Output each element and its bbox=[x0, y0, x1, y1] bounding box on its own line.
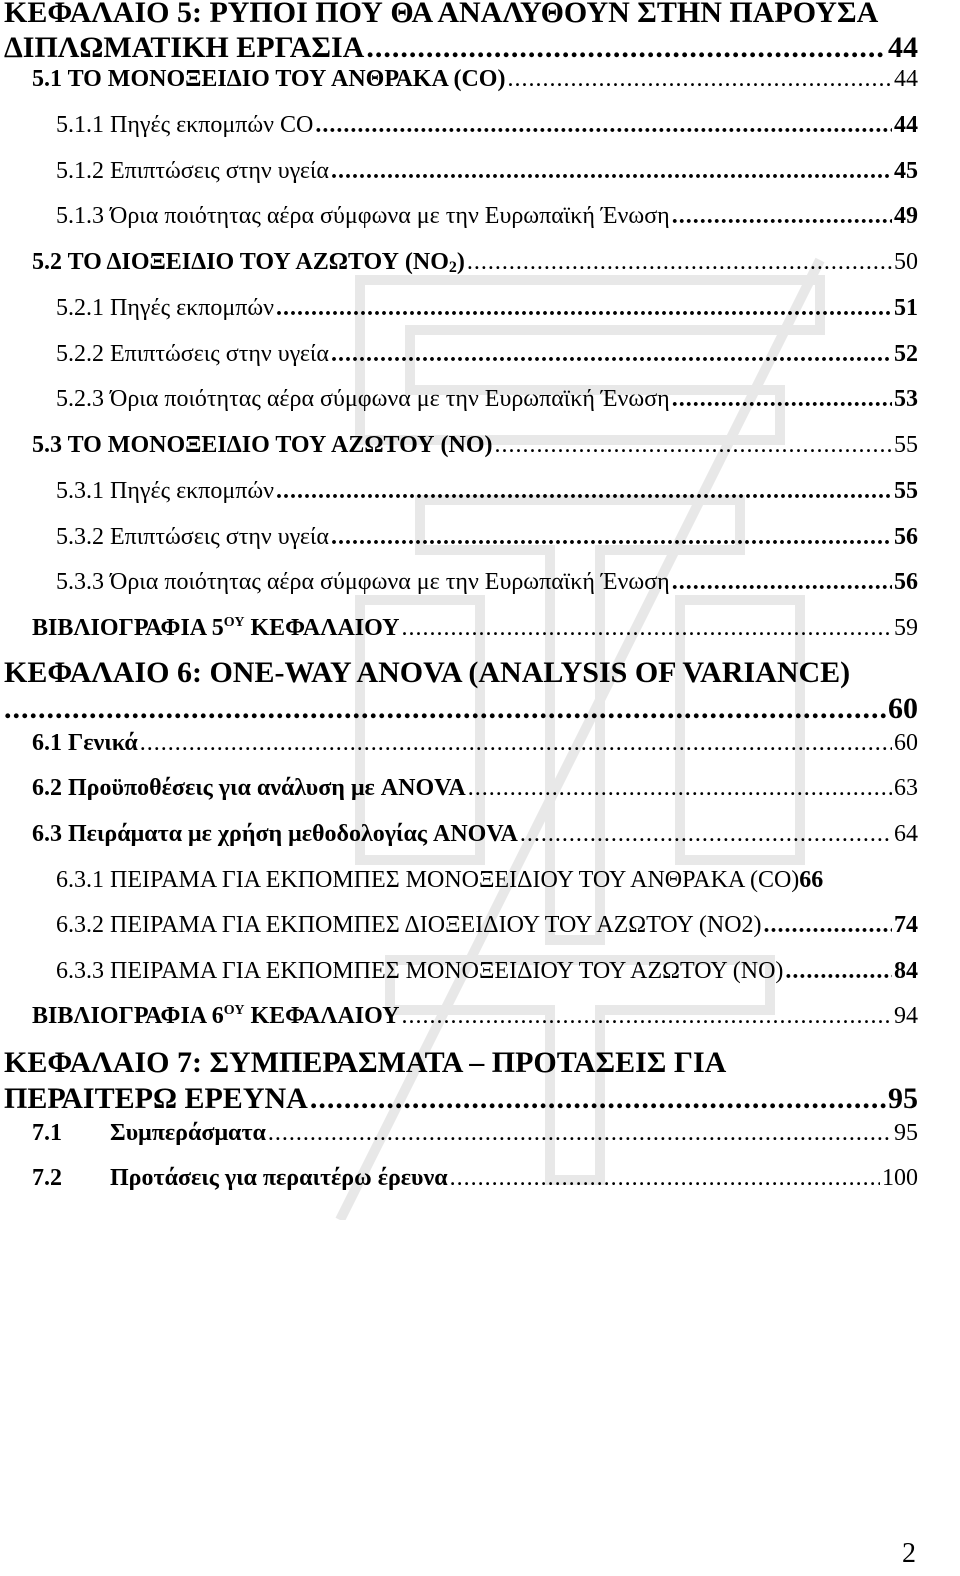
toc-row-7-1[interactable] bbox=[32, 1120, 918, 1147]
toc-entry-label: 5.1.3 Όρια ποιότητας αέρα σύμφωνα με την Ευρωπαϊκή Ένωση bbox=[56, 203, 670, 229]
chapter-7-title-line1 bbox=[4, 1046, 726, 1080]
toc-entry-label: 5.3.2 Επιπτώσεις στην υγεία bbox=[56, 524, 329, 550]
dot-leader bbox=[672, 203, 892, 230]
dot-leader bbox=[140, 730, 892, 757]
page-ref: 56 bbox=[894, 569, 918, 595]
toc-entry-number: 7.1 bbox=[32, 1120, 62, 1146]
toc-entry-label: 6.3.3 ΠΕΙΡΑΜΑ ΓΙΑ ΕΚΠΟΜΠΕΣ ΜΟΝΟΞΕΙΔΙΟΥ ΤΟΥ ΑΖΩΤΟΥ (ΝΟ) bbox=[56, 958, 784, 984]
toc-row-5-2-1[interactable] bbox=[56, 295, 918, 322]
dot-leader bbox=[467, 249, 892, 276]
page-ref: 63 bbox=[894, 775, 918, 801]
toc-entry-label: 5.2.3 Όρια ποιότητας αέρα σύμφωνα με την Ευρωπαϊκή Ένωση bbox=[56, 386, 670, 412]
chapter-5-title-text: ΚΕΦΑΛΑΙΟ 5: ΡΥΠΟΙ ΠΟΥ ΘΑ ΑΝΑΛΥΘΟΥΝ ΣΤΗΝ ΠΑΡΟΥΣΑ bbox=[4, 0, 879, 29]
toc-entry-label bbox=[32, 615, 400, 642]
page-ref: 49 bbox=[894, 203, 918, 229]
toc-entry-label: 5.2.2 Επιπτώσεις στην υγεία bbox=[56, 341, 329, 367]
page-ref: 60 bbox=[888, 692, 918, 725]
chapter-5-title-line1 bbox=[4, 0, 878, 30]
bib-label-post: ΚΕΦΑΛΑΙΟΥ bbox=[244, 1003, 400, 1029]
page-ref: 94 bbox=[894, 1003, 918, 1029]
toc-row-5-3[interactable] bbox=[32, 432, 918, 459]
dot-leader bbox=[402, 615, 892, 642]
toc-row-5-1-1[interactable] bbox=[56, 112, 918, 139]
toc-row-5-3-2[interactable] bbox=[56, 524, 918, 551]
page-ref: 95 bbox=[894, 1120, 918, 1146]
page-ref: 53 bbox=[894, 386, 918, 412]
page-ref: 45 bbox=[894, 158, 918, 184]
toc-entry-label: Συμπεράσματα bbox=[110, 1120, 266, 1146]
page-ref: 74 bbox=[894, 912, 918, 938]
chapter-6-title-line1 bbox=[4, 656, 850, 690]
chapter-6-title-text: ΚΕΦΑΛΑΙΟ 6: ONE-WAY ANOVA (ANALYSIS OF VARIANCE) bbox=[4, 656, 851, 689]
toc-entry-label: 6.3.1 ΠΕΙΡΑΜΑ ΓΙΑ ΕΚΠΟΜΠΕΣ ΜΟΝΟΞΕΙΔΙΟΥ ΤΟΥ ΑΝΘΡΑΚΑ (CO) bbox=[56, 867, 800, 893]
dot-leader bbox=[764, 912, 892, 939]
toc-row-5-2-2[interactable] bbox=[56, 341, 918, 368]
page-ref: 44 bbox=[888, 31, 918, 64]
page-ref: 55 bbox=[894, 432, 918, 458]
toc-entry-label: 5.1 ΤΟ ΜΟΝΟΞΕΙΔΙΟ ΤΟΥ ΑΝΘΡΑΚΑ (CO) bbox=[32, 66, 506, 92]
page-ref: 100 bbox=[882, 1165, 918, 1191]
page-ref: 66 bbox=[799, 867, 824, 893]
page-ref: 84 bbox=[894, 958, 918, 984]
toc-entry-label: 6.3.2 ΠΕΙΡΑΜΑ ΓΙΑ ΕΚΠΟΜΠΕΣ ΔΙΟΞΕΙΔΙΟΥ ΤΟΥ ΑΖΩΤΟΥ (ΝΟ2) bbox=[56, 912, 762, 938]
page-ref: 59 bbox=[894, 615, 918, 641]
page-ref: 44 bbox=[894, 66, 918, 92]
toc-row-6-3-1[interactable] bbox=[56, 867, 918, 894]
dot-leader bbox=[785, 958, 892, 985]
toc-entry-label: 5.3.1 Πηγές εκπομπών bbox=[56, 478, 274, 504]
toc-row-bibliography-6[interactable] bbox=[32, 1003, 918, 1030]
page-ref: 51 bbox=[894, 295, 918, 321]
toc-row-6-2[interactable] bbox=[32, 775, 918, 802]
page-ref: 55 bbox=[894, 478, 918, 504]
chapter-7-title-text: ΚΕΦΑΛΑΙΟ 7: ΣΥΜΠΕΡΑΣΜΑΤΑ – ΠΡΟΤΑΣΕΙΣ ΓΙΑ bbox=[4, 1046, 727, 1079]
dot-leader bbox=[4, 692, 886, 726]
toc-row-chapter-6[interactable] bbox=[4, 692, 918, 726]
page-ref: 50 bbox=[894, 249, 918, 275]
toc-row-5-3-1[interactable] bbox=[56, 478, 918, 505]
bib-label-pre: ΒΙΒΛΙΟΓΡΑΦΙΑ 5 bbox=[32, 615, 224, 641]
dot-leader bbox=[507, 66, 892, 93]
chapter-7-title-line2: ΠΕΡΑΙΤΕΡΩ ΕΡΕΥΝΑ bbox=[4, 1082, 308, 1115]
page-ref: 64 bbox=[894, 821, 918, 847]
toc-entry-label: 6.3 Πειράματα με χρήση μεθοδολογίας ANOVA bbox=[32, 821, 518, 847]
dot-leader bbox=[268, 1120, 892, 1147]
dot-leader bbox=[366, 31, 886, 65]
superscript: ΟΥ bbox=[223, 615, 245, 630]
toc-row-5-1-3[interactable] bbox=[56, 203, 918, 230]
bib-label-post: ΚΕΦΑΛΑΙΟΥ bbox=[244, 615, 400, 641]
chapter-5-title-line2: ΔΙΠΛΩΜΑΤΙΚΗ ΕΡΓΑΣΙΑ bbox=[4, 31, 365, 64]
toc-row-chapter-7[interactable] bbox=[4, 1082, 918, 1116]
toc-row-6-3-3[interactable] bbox=[56, 958, 918, 985]
toc-row-5-1-2[interactable] bbox=[56, 158, 918, 185]
toc-row-6-3-2[interactable] bbox=[56, 912, 918, 939]
toc-row-5-2[interactable] bbox=[32, 249, 918, 276]
page-ref: 60 bbox=[894, 730, 918, 756]
toc-row-7-2[interactable] bbox=[32, 1165, 918, 1192]
toc-entry-label bbox=[32, 1003, 400, 1030]
dot-leader bbox=[315, 112, 892, 139]
toc-entry-label: 5.2.1 Πηγές εκπομπών bbox=[56, 295, 274, 321]
superscript: ΟΥ bbox=[223, 1003, 245, 1018]
dot-leader bbox=[672, 569, 892, 596]
dot-leader bbox=[276, 478, 892, 505]
toc-entry-label: 5.1.2 Επιπτώσεις στην υγεία bbox=[56, 158, 329, 184]
bib-label-pre: ΒΙΒΛΙΟΓΡΑΦΙΑ 6 bbox=[32, 1003, 224, 1029]
dot-leader bbox=[672, 386, 892, 413]
toc-row-6-1[interactable] bbox=[32, 730, 918, 757]
dot-leader bbox=[494, 432, 892, 459]
toc-entry-label: 6.2 Προϋποθέσεις για ανάλυση με ANOVA bbox=[32, 775, 466, 801]
dot-leader bbox=[276, 295, 892, 322]
toc-row-5-2-3[interactable] bbox=[56, 386, 918, 413]
toc-entry-label-main: 5.2 ΤΟ ΔΙΟΞΕΙΔΙΟ ΤΟΥ ΑΖΩΤΟΥ (NO bbox=[32, 249, 449, 275]
dot-leader bbox=[310, 1082, 886, 1116]
page-ref: 44 bbox=[894, 112, 918, 138]
dot-leader bbox=[331, 524, 892, 551]
subscript: 2 bbox=[448, 259, 457, 276]
toc-entry-label-end: ) bbox=[456, 249, 465, 275]
dot-leader bbox=[331, 341, 892, 368]
dot-leader bbox=[468, 775, 892, 802]
toc-entry-label: 5.3.3 Όρια ποιότητας αέρα σύμφωνα με την Ευρωπαϊκή Ένωση bbox=[56, 569, 670, 595]
toc-row-5-1[interactable] bbox=[32, 66, 918, 93]
dot-leader bbox=[402, 1003, 892, 1030]
dot-leader bbox=[520, 821, 892, 848]
dot-leader bbox=[450, 1165, 880, 1192]
dot-leader bbox=[331, 158, 892, 185]
toc-entry-label: 5.3 ΤΟ ΜΟΝΟΞΕΙΔΙΟ ΤΟΥ ΑΖΩΤΟΥ (NO) bbox=[32, 432, 493, 458]
toc-entry-label: 6.1 Γενικά bbox=[32, 730, 138, 756]
toc-entry-number: 7.2 bbox=[32, 1165, 62, 1191]
page-ref: 56 bbox=[894, 524, 918, 550]
toc-row-bibliography-5[interactable] bbox=[32, 615, 918, 642]
toc-entry-label: 5.1.1 Πηγές εκπομπών CO bbox=[56, 112, 314, 138]
toc-row-chapter-5[interactable] bbox=[4, 31, 918, 65]
page-number: 2 bbox=[902, 1538, 916, 1569]
toc-entry-label: Προτάσεις για περαιτέρω έρευνα bbox=[110, 1165, 448, 1191]
toc-row-6-3[interactable] bbox=[32, 821, 918, 848]
toc-entry-label bbox=[32, 249, 465, 276]
page-ref: 52 bbox=[894, 341, 918, 367]
toc-row-5-3-3[interactable] bbox=[56, 569, 918, 596]
page-ref: 95 bbox=[888, 1082, 918, 1115]
